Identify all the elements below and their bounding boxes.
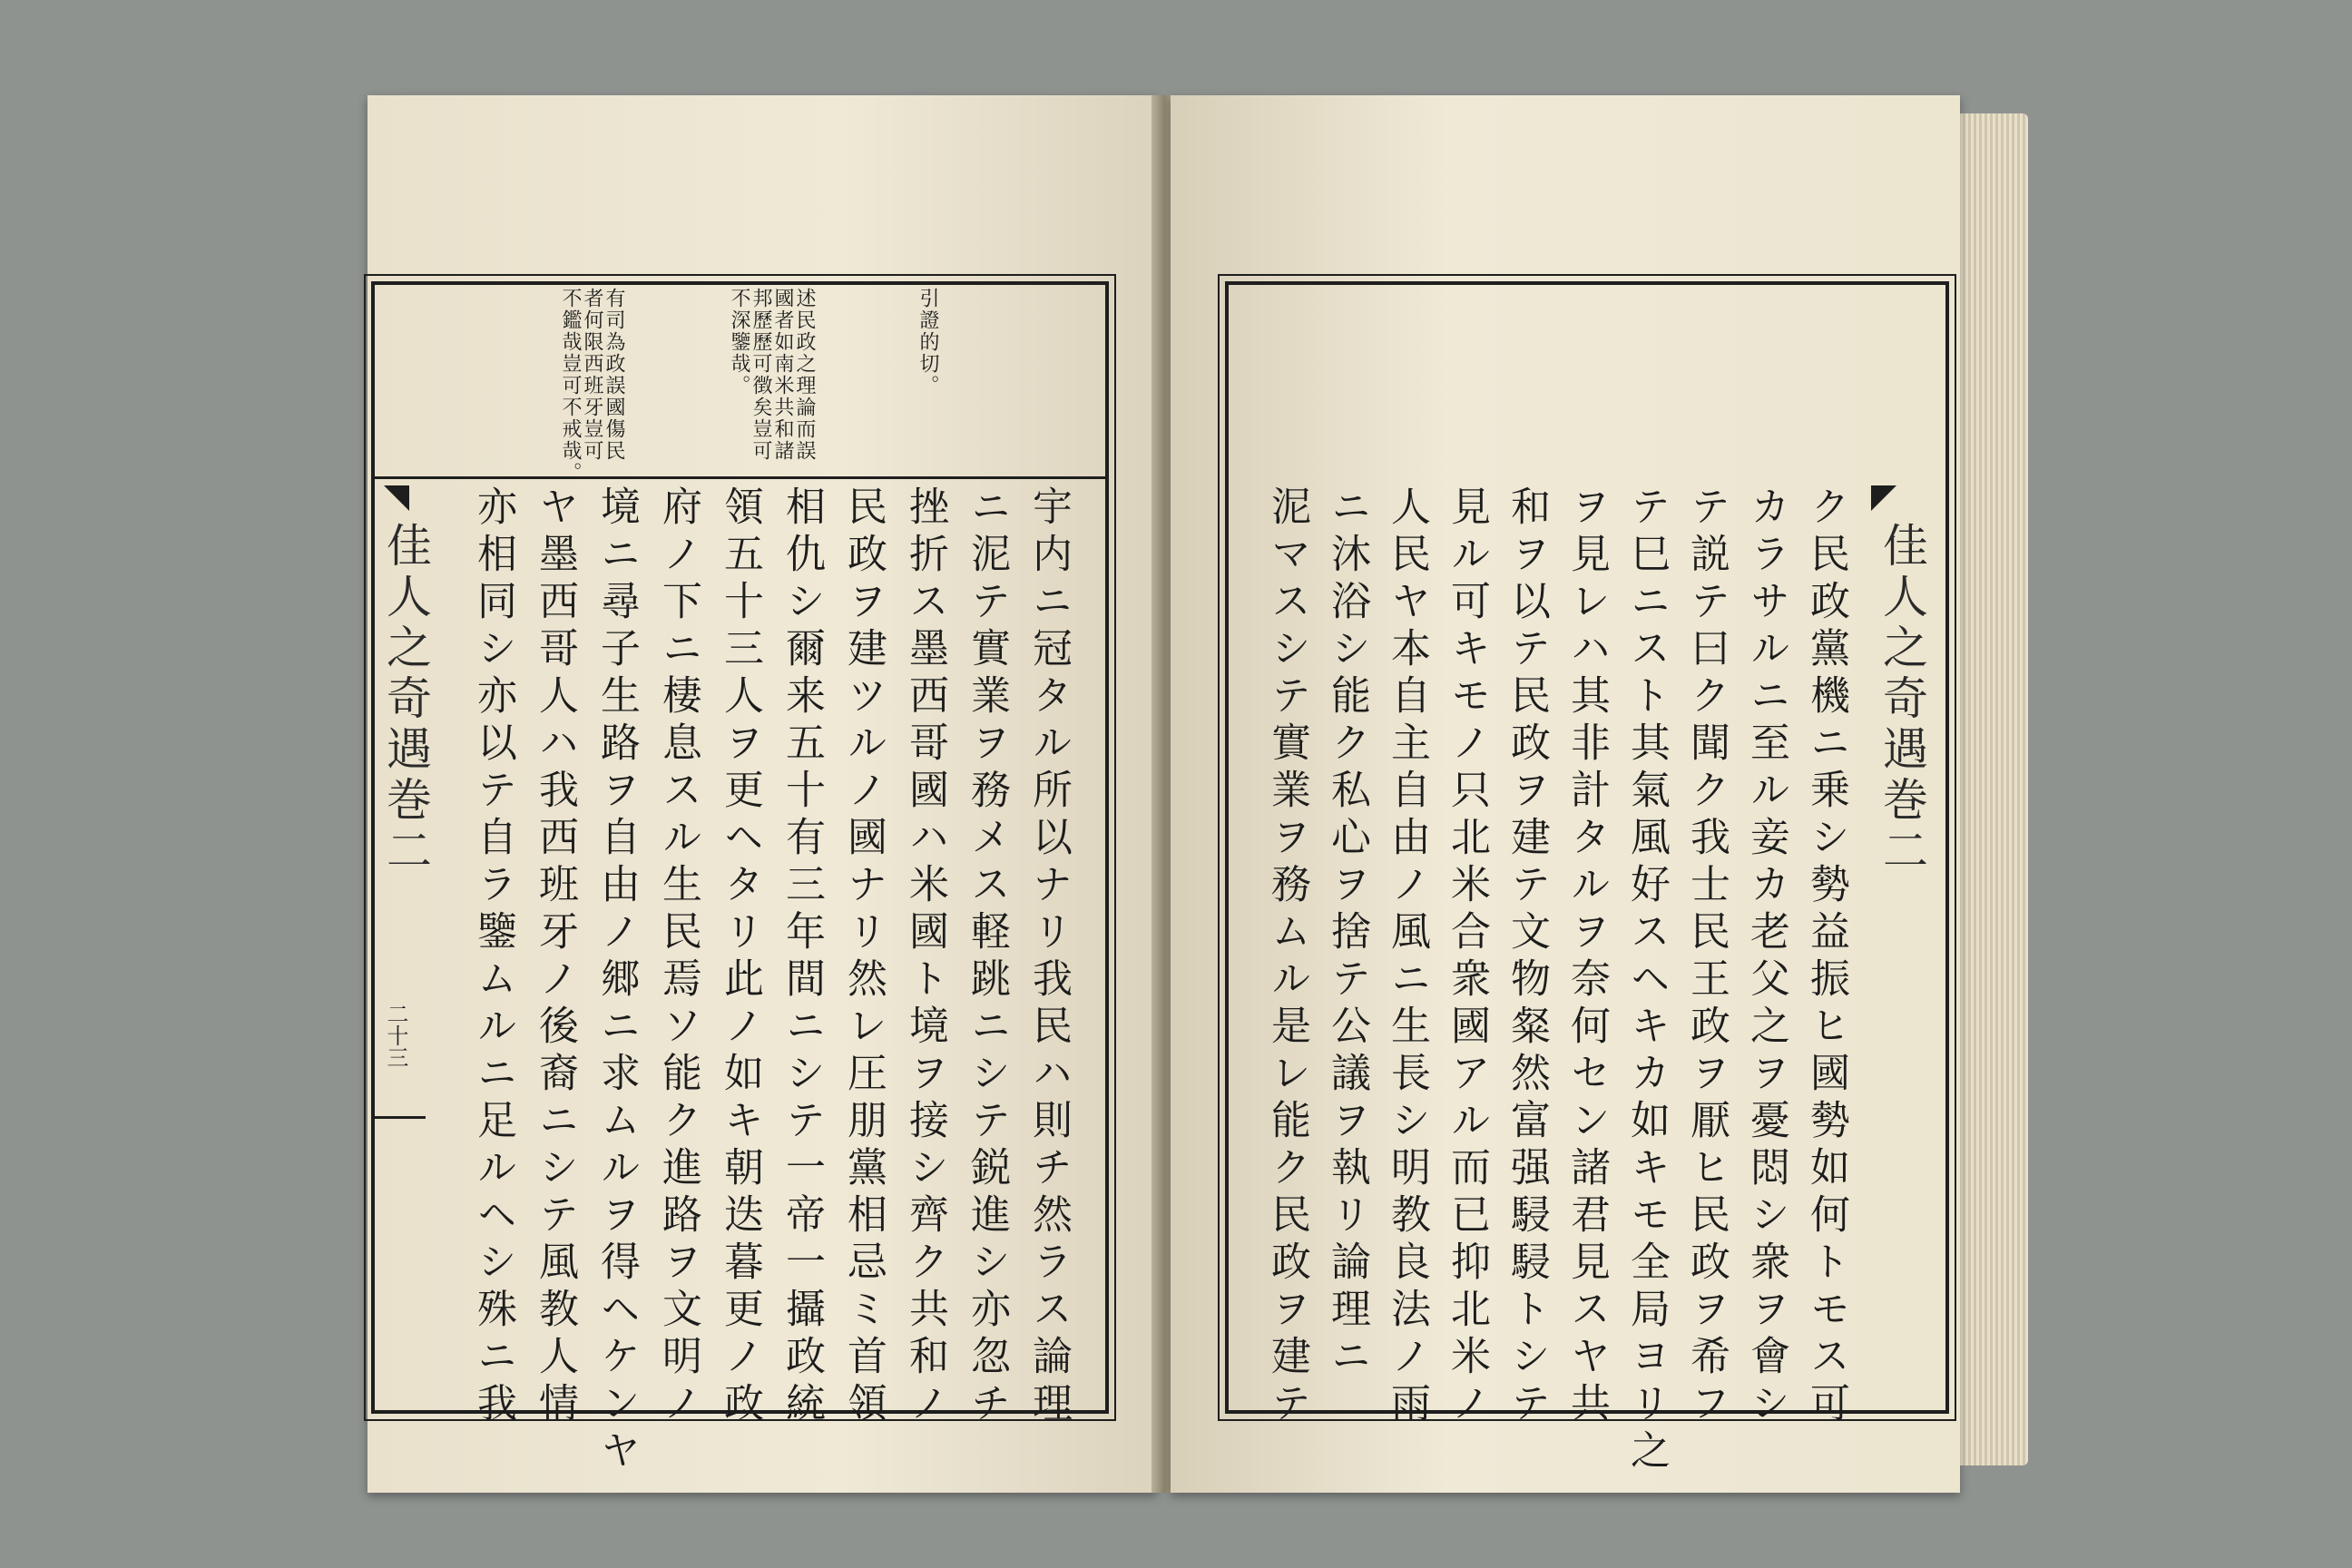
text-column: 泥マスシテ實業ヲ務ムル是レ能ク民政ヲ建テ: [1264, 485, 1310, 1429]
fishtail-mark: [1871, 485, 1896, 511]
text-column: ニ泥テ實業ヲ務メス軽跳ニシテ鋭進シ亦忽チ: [964, 485, 1010, 1429]
text-column: ニ沐浴シ能ク私心ヲ捨テ公議ヲ執リ論理ニ: [1324, 485, 1370, 1382]
page-number-rule: [371, 1116, 426, 1119]
text-column: 領五十三人ヲ更ヘタリ此ノ如キ朝迭暮更ノ政: [717, 485, 763, 1429]
note-line: 有司為政誤國傷民: [603, 288, 625, 462]
page-header-title: 佳人之奇遇巻二: [1876, 522, 1928, 877]
note-line: 不深鑒哉。: [728, 288, 750, 397]
right-page: [1171, 95, 1960, 1493]
note-line: 國者如南米共和諸: [771, 288, 794, 462]
text-column: テ説テ曰ク聞ク我士民王政ヲ厭ヒ民政ヲ希フ: [1683, 485, 1730, 1429]
text-column: 見ル可キモノ只北米合衆國アル而已抑北米ノ: [1444, 485, 1490, 1429]
note-line: 者何限西班牙豈可: [581, 288, 603, 462]
text-column: 人民ヤ本自主自由ノ風ニ生長シ明教良法ノ雨: [1384, 485, 1430, 1429]
note-line: 述民政之理論而誤: [793, 288, 816, 462]
open-book: [368, 86, 2028, 1502]
text-column: テ巳ニスト其氣風好スヘキカ如キモ全局ヨリ之: [1623, 485, 1670, 1476]
text-column: ヲ見レハ其非計タルヲ奈何セン諸君見スヤ共: [1563, 485, 1610, 1429]
left-header-rule: [371, 476, 1105, 479]
text-column: 宇内ニ冠タル所以ナリ我民ハ則チ然ラス論理: [1025, 485, 1072, 1429]
text-column: 民政ヲ建ツルノ國ナリ然レ圧朋黨相忌ミ首領: [840, 485, 887, 1429]
note-line: 邦歷歷可徴矣豈可: [750, 288, 772, 462]
text-column: 相仇シ爾来五十有三年間ニシテ一帝一攝政統: [779, 485, 825, 1429]
text-column: 挫折ス墨西哥國ハ米國ト境ヲ接シ齊ク共和ノ: [902, 485, 948, 1429]
text-column: ク民政黨機ニ乗シ勢益振ヒ國勢如何トモス可: [1803, 485, 1849, 1429]
fishtail-mark: [384, 485, 409, 511]
page-edges: [1957, 113, 2028, 1465]
text-column: 府ノ下ニ棲息スル生民焉ソ能ク進路ヲ文明ノ: [655, 485, 701, 1429]
text-column: 亦相同シ亦以テ自ラ鑒ムルニ足ルヘシ殊ニ我: [470, 485, 516, 1429]
page-number: 二十三: [383, 1003, 408, 1068]
text-column: 境ニ尋子生路ヲ自由ノ郷ニ求ムルヲ得ヘケンヤ: [593, 485, 640, 1476]
text-column: ヤ墨西哥人ハ我西班牙ノ後裔ニシテ風教人情: [532, 485, 578, 1429]
left-page: [368, 95, 1157, 1493]
text-column: カラサルニ至ル妾カ老父之ヲ憂悶シ衆ヲ會シ: [1743, 485, 1789, 1429]
text-column: 和ヲ以テ民政ヲ建テ文物粲然富强駸駸トシテ: [1504, 485, 1550, 1429]
note-line: 不鑑哉豈可不戒哉。: [559, 288, 582, 484]
page-header-title: 佳人之奇遇巻二: [379, 522, 432, 877]
note-line: 引證的切。: [916, 288, 939, 397]
